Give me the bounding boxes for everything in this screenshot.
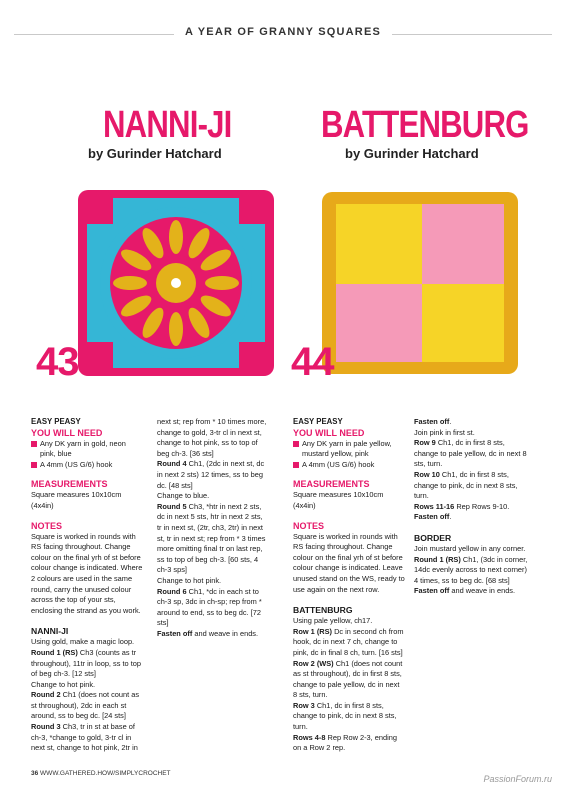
cluster-petal <box>205 276 239 290</box>
step-text: Ch1, (2dc in next st, dc in next 2 sts) 12 times, ss to beg dc. [48 sts] <box>157 459 265 490</box>
page-footer <box>31 770 171 777</box>
section-title: A YEAR OF GRANNY SQUARES <box>184 26 382 38</box>
instruction-step <box>414 586 528 597</box>
step-label: Round 3 <box>31 722 61 732</box>
step-text: . <box>449 417 452 426</box>
instruction-step <box>157 502 269 576</box>
pattern-number-44: 44 <box>291 340 334 384</box>
step-text: Ch1, *dc in each st to ch-3 sp, 3dc in ch-sp; rep from * around to end, ss to beg dc. [72 sts] <box>157 586 262 628</box>
cluster-petal <box>169 312 183 346</box>
materials-list-item: A 4mm (US G/6) hook <box>293 460 405 471</box>
instruction-text: Join mustard yellow in any corner. <box>414 543 526 553</box>
nanni-ji-column-1 <box>31 417 143 754</box>
step-text: Ch1, dc in first 8 sts, change to pink, dc in next 8 sts, turn. <box>293 700 397 732</box>
step-text: Ch3 (counts as tr throughout), 11tr in loop, ss to top of beg ch-3. [12 sts] <box>31 647 141 679</box>
pattern-number-43: 43 <box>36 340 79 384</box>
step-label: Fasten off <box>414 417 450 426</box>
step-text: Ch3, *htr in next 2 sts, dc in next 5 sts, htr in next 2 sts, tr in next st, (2tr, ch3, 2tr) in next st, tr in next st; rep from * 3 times more omitting final tr on last rep, ss to top of beg ch-3. [60 sts, 4 ch-3 sps] <box>157 501 266 575</box>
spacer <box>293 595 405 604</box>
spacer <box>31 616 143 625</box>
step-text: Ch1 (does not count as st throughout), dc in first 8 sts, change to pale yellow, dc in next 8 sts, turn. <box>293 658 403 700</box>
pattern-title-nanni-ji: NANNI-JI <box>103 104 232 146</box>
instruction-text: next st; rep from * 10 times more, change to gold, 3-tr cl in next st, change to hot pink, ss to top of beg ch-3. [36 sts] <box>157 417 267 458</box>
pattern-section-heading: BATTENBURG <box>293 605 353 616</box>
instruction-text: Using gold, make a magic loop. <box>31 637 135 647</box>
step-text: and weave in ends. <box>192 628 259 638</box>
step-label: Round 6 <box>157 586 187 596</box>
step-text: Ch1 (does not count as st throughout), 2dc in each st around, ss to beg dc. [24 sts] <box>31 690 140 721</box>
step-text: Ch1, dc in first 8 sts, change to pale yellow, dc in next 8 sts, turn. <box>414 438 527 469</box>
step-label: Round 2 <box>31 690 61 700</box>
page-header <box>0 22 566 46</box>
header-rule-right <box>392 34 552 35</box>
nanni-ji-square-photo <box>74 186 280 382</box>
instruction-step <box>157 459 269 491</box>
step-label: Rows 4-8 <box>293 732 326 742</box>
instruction-step <box>157 587 269 629</box>
instruction-step <box>414 438 528 470</box>
instruction-text: Using pale yellow, ch17. <box>293 616 373 626</box>
materials-list-item: A 4mm (US G/6) hook <box>31 460 143 471</box>
section-heading: YOU WILL NEED <box>31 427 103 438</box>
step-label: Row 10 <box>414 469 440 479</box>
instruction-step <box>414 502 528 513</box>
instruction-step <box>414 512 528 523</box>
battenburg-column-1 <box>293 417 405 754</box>
byline-left: by Gurinder Hatchard <box>88 146 222 161</box>
spacer <box>31 512 143 521</box>
difficulty-label: EASY PEASY <box>293 417 343 426</box>
instruction-step <box>414 417 528 428</box>
pattern-title-battenburg: BATTENBURG <box>321 104 529 146</box>
step-text: and weave in ends. <box>449 586 516 596</box>
instruction-step <box>293 627 405 659</box>
materials-list-item: Any DK yarn in gold, neon pink, blue <box>31 439 143 460</box>
instruction-text: Square is worked in rounds with RS facing throughout. Change colour on the final yrh of st before colour change is indicated. Where 2 colours are used in the same round, carry the unused colour across the top of your sts, enclosing the strand as you work. <box>31 531 143 615</box>
section-heading: MEASUREMENTS <box>293 479 370 490</box>
footer-url: WWW.GATHERED.HOW/SIMPLYCROCHET <box>40 770 171 777</box>
spacer <box>293 470 405 479</box>
spacer <box>293 512 405 521</box>
instruction-step <box>293 659 405 701</box>
section-heading: YOU WILL NEED <box>293 427 365 438</box>
instruction-step <box>31 690 143 722</box>
step-text: Rep Row 2-3, ending on a Row 2 rep. <box>293 732 397 753</box>
instruction-text: Change to blue. <box>157 491 210 501</box>
byline-right: by Gurinder Hatchard <box>345 146 479 161</box>
battenburg-column-2 <box>414 417 528 597</box>
step-label: Round 1 (RS) <box>414 554 461 564</box>
instruction-step <box>293 701 405 733</box>
pattern-section-heading: NANNI-JI <box>31 626 69 637</box>
step-text: Ch1, (3dc in corner, 14dc evenly across to next corner) 4 times, ss to beg dc. [68 sts] <box>414 554 528 585</box>
instruction-step <box>31 648 143 680</box>
instruction-text: Change to hot pink. <box>157 575 222 585</box>
cluster-petal <box>113 276 147 290</box>
instruction-step <box>414 555 528 587</box>
nanni-ji-column-2 <box>157 417 269 639</box>
step-text: Dc in second ch from hook, dc in next 7 ch, change to pink, dc in final 8 ch, turn. [16 sts] <box>293 626 404 657</box>
instruction-text: Square measures 10x10cm (4x4in) <box>31 490 122 510</box>
step-text: Ch1, dc in first 8 sts, change to pink, dc in next 8 sts, turn. <box>414 469 518 501</box>
step-label: Round 1 (RS) <box>31 647 78 657</box>
cluster-petal <box>169 220 183 254</box>
pattern-section-heading: BORDER <box>414 532 452 543</box>
instruction-step <box>157 629 269 640</box>
step-label: Row 1 (RS) <box>293 626 333 636</box>
spacer <box>414 523 528 532</box>
step-label: Row 9 <box>414 438 436 448</box>
step-label: Round 4 <box>157 459 187 469</box>
spacer <box>31 470 143 479</box>
step-label: Round 5 <box>157 501 187 511</box>
instruction-text: Join pink in first st. <box>414 427 475 437</box>
step-label: Fasten off <box>414 586 450 596</box>
battenburg-square-photo <box>318 186 522 378</box>
instruction-step <box>293 733 405 754</box>
difficulty-label: EASY PEASY <box>31 417 81 426</box>
instruction-step <box>31 722 143 754</box>
instruction-text: Change to hot pink. <box>31 679 96 689</box>
step-label: Row 3 <box>293 700 315 710</box>
instruction-step <box>414 470 528 502</box>
watermark: PassionForum.ru <box>483 774 552 784</box>
step-label: Fasten off <box>157 628 193 638</box>
step-label: Fasten off <box>414 512 450 522</box>
materials-list-item: Any DK yarn in pale yellow, mustard yellow, pink <box>293 439 405 460</box>
step-text: Ch3, tr in st at base of ch-3, *change to gold, 3-tr cl in next st, change to hot pink, 2tr in <box>31 722 138 753</box>
instruction-text: Square measures 10x10cm (4x4in) <box>293 490 384 510</box>
section-heading: MEASUREMENTS <box>31 479 108 490</box>
section-heading: NOTES <box>31 520 63 531</box>
step-label: Row 2 (WS) <box>293 658 334 668</box>
page-number: 36 <box>31 770 39 777</box>
step-text: . <box>449 512 452 522</box>
section-heading: NOTES <box>293 520 325 531</box>
step-label: Rows 11-16 <box>414 501 455 511</box>
instruction-text: Square is worked in rounds with RS facing throughout. Change colour on the final yrh of st before colour change is indicated. Leave unused stand on the WS, ready to use again on the next row. <box>293 531 405 594</box>
step-text: Rep Rows 9-10. <box>454 501 510 511</box>
